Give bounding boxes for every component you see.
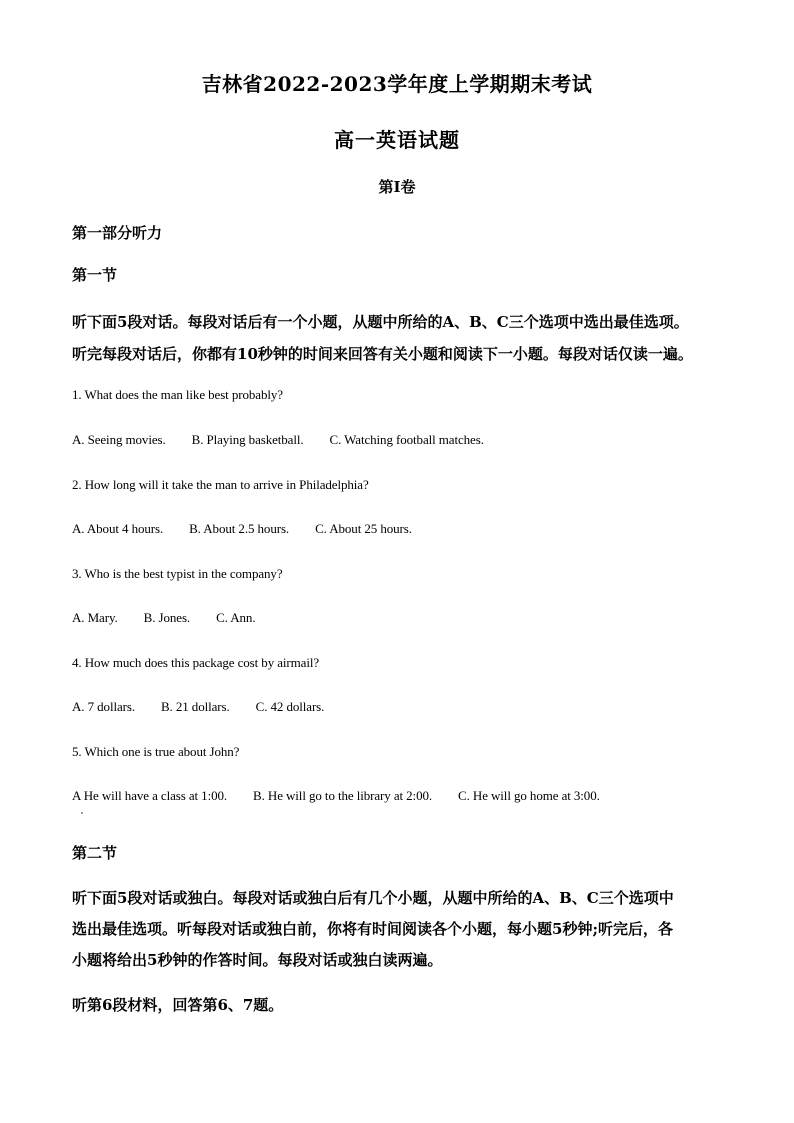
option-a: A. Mary.	[72, 610, 118, 625]
question-text: 4. How much does this package cost by airmail?	[72, 655, 320, 670]
question-text: 5. Which one is true about John?	[72, 744, 240, 759]
option-c: C. About 25 hours.	[315, 521, 412, 536]
option-a: A. 7 dollars.	[72, 699, 135, 714]
question-text: 3. Who is the best typist in the company?	[72, 566, 283, 581]
option-a: A. About 4 hours.	[72, 521, 164, 536]
option-c: C. Watching football matches.	[329, 432, 484, 447]
section1-heading: 第一节	[72, 266, 118, 284]
option-b: B. Jones.	[143, 610, 191, 625]
option-c: C. 42 dollars.	[255, 699, 325, 714]
option-b: B. 21 dollars.	[160, 699, 230, 714]
question-text: 2. How long will it take the man to arrive in Philadelphia?	[72, 477, 369, 492]
option-a: A. Seeing movies.	[72, 432, 166, 447]
option-b: B. He will go to the library at 2:00.	[253, 788, 433, 803]
exam-title: 吉林省2022-2023学年度上学期期末考试	[201, 72, 593, 96]
question-options	[72, 610, 255, 626]
section2-instruction-line: 听下面5段对话或独白。每段对话或独白后有几个小题，从题中所给的A、B、C三个选项中	[72, 889, 674, 907]
question-options	[72, 788, 600, 804]
part-heading: 第一部分听力	[72, 224, 163, 242]
option-a: A He will have a class at 1:00.	[72, 788, 228, 803]
stray-mark	[81, 812, 83, 814]
question-text: 1. What does the man like best probably?	[72, 387, 283, 402]
section2-heading: 第二节	[72, 844, 118, 862]
section1-instruction-line: 听完每段对话后，你都有10秒钟的时间来回答有关小题和阅读下一小题。每段对话仅读一遍。	[72, 345, 693, 363]
exam-subtitle: 高一英语试题	[334, 128, 460, 152]
option-c: C. He will go home at 3:00.	[458, 788, 600, 803]
option-c: C. Ann.	[216, 610, 256, 625]
section2-instruction-line: 选出最佳选项。听每段对话或独白前，你将有时间阅读各个小题，每小题5秒钟;听完后，各	[72, 920, 673, 938]
option-b: B. Playing basketball.	[191, 432, 304, 447]
option-b: B. About 2.5 hours.	[189, 521, 290, 536]
volume-label: 第I卷	[378, 178, 416, 196]
question-options	[72, 699, 324, 715]
section2-instruction-line: 小题将给出5秒钟的作答时间。每段对话或独白读两遍。	[72, 951, 443, 969]
material-note: 听第6段材料，回答第6、7题。	[72, 996, 284, 1014]
question-options	[72, 432, 484, 448]
question-options	[72, 521, 412, 537]
section1-instruction-line: 听下面5段对话。每段对话后有一个小题，从题中所给的A、B、C三个选项中选出最佳选项。	[72, 313, 689, 331]
